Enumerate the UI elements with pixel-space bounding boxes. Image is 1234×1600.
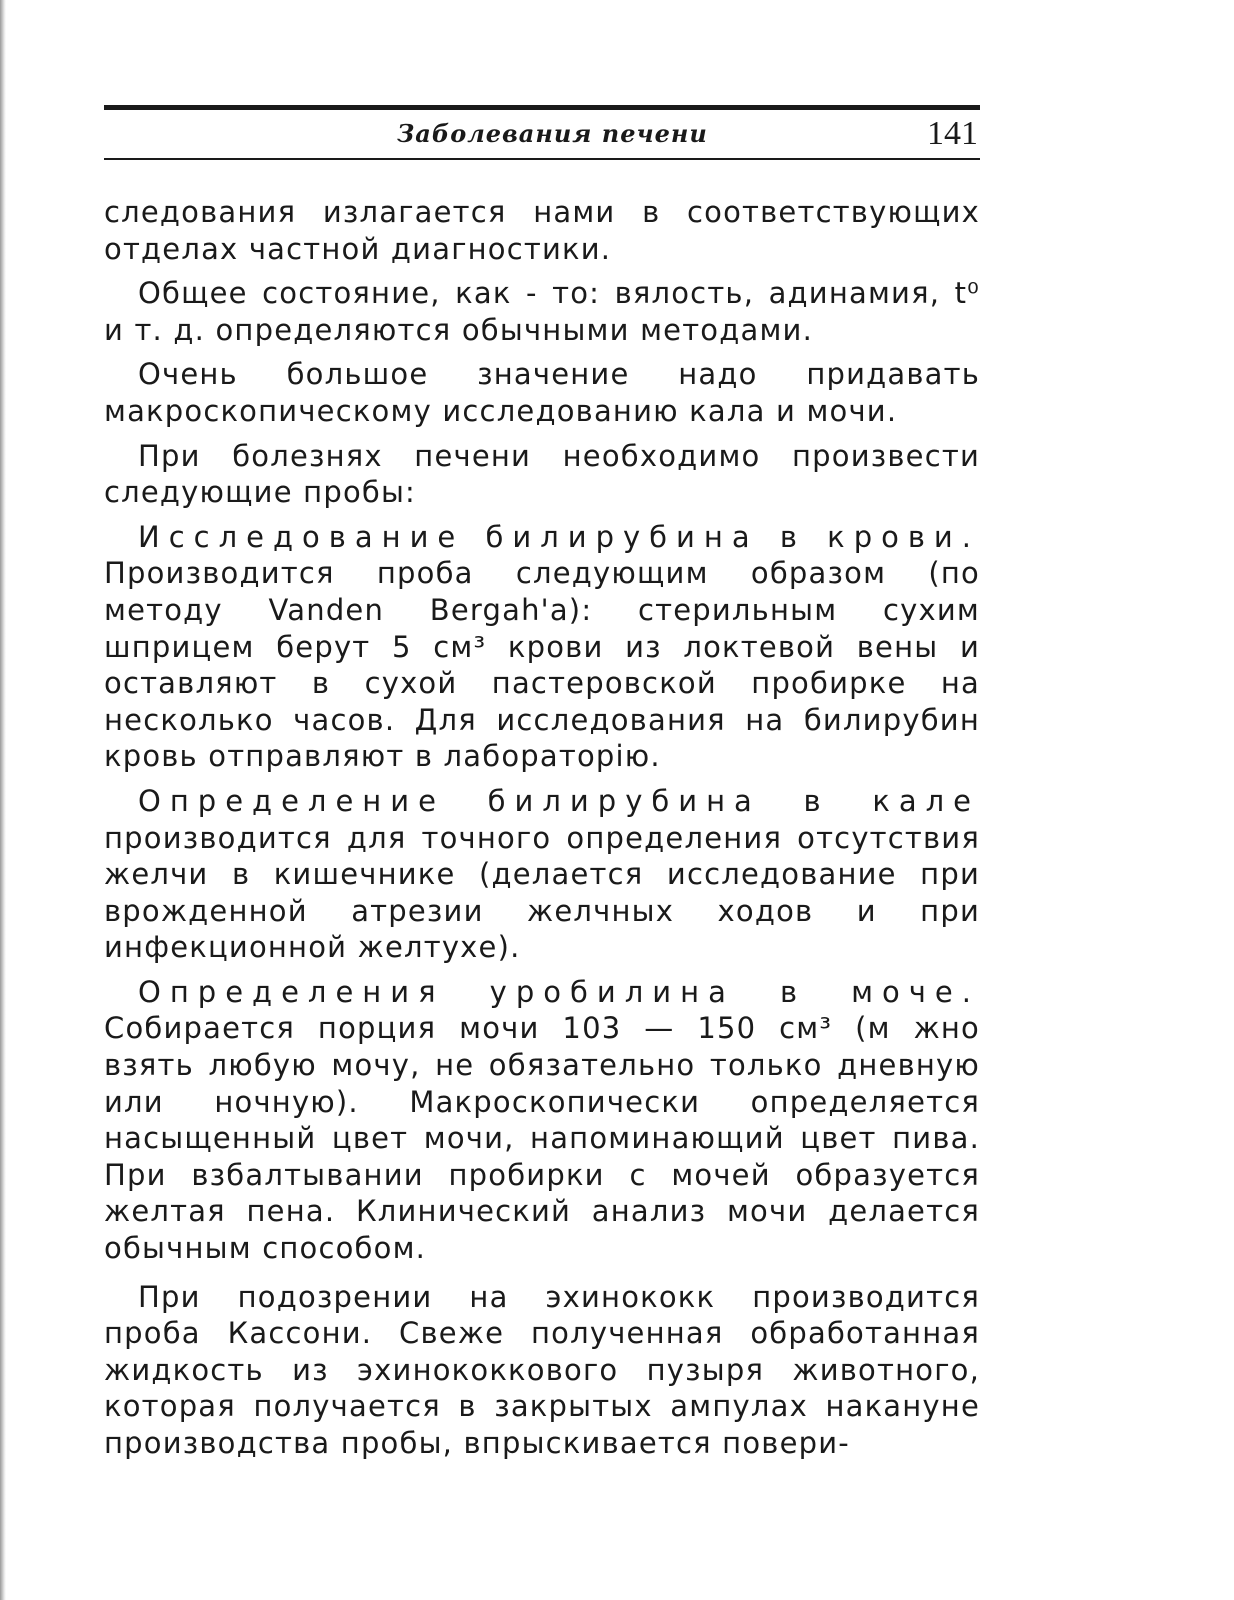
paragraph-continued: следования излагается нами в соответствующих отделах частной диагностики. [104,195,980,266]
paragraph-bilirubin-blood-text: Производится проба следующим образом (по методу Vanden Bergah'a): стерильным сухим шприцем берут 5 см³ крови из локтевой вены и оставляют в сухой пастеровской пробирке на несколько часов. Для исследования на билирубин кровь отправляют в лабораторію. [104,556,980,774]
section-heading-bilirubin-stool: Определение билирубина в кале [138,783,980,818]
paragraph-tests-intro: При болезнях печени необходимо произвести следующие пробы: [104,438,980,510]
paragraph-bilirubin-blood [104,519,980,775]
page-number: 141 [927,115,978,152]
header-rule-bottom [104,158,980,160]
paragraph-macroscopic: Очень большое значение надо придавать макроскопическому исследованию кала и мочи. [104,357,980,428]
section-heading-bilirubin-blood: Исследование билирубина в крови. [138,519,980,554]
paragraph-urobilin-urine [104,974,980,1267]
paragraph-urobilin-urine-text: Собирается порция мочи 103 — 150 см³ (м жно взять любую мочу, не обязательно только дневную или ночную). Макроскопически определяется насыщенный цвет мочи, напоминающий цвет пива. При взбалтывании пробирки с мочей образуется желтая пена. Клинический анализ мочи делается обычным способом. [104,1011,980,1266]
paragraph-casoni-test: При подозрении на эхинококк производится проба Кассони. Свеже полученная обработанная жидкость из эхинококкового пузыря животного, которая получается в закрытых ампулах накануне производства пробы, впрыскивается повери- [104,1279,980,1460]
body-text [104,194,980,1462]
section-heading-urobilin-urine: Определения уробилина в моче. [138,974,980,1009]
paragraph-bilirubin-stool [104,783,980,966]
paragraph-bilirubin-stool-text: производится для точного определения отсутствия желчи в кишечнике (делается исследование при врожденной атрезии желчных ходов и при инфекционной желтухе). [104,820,980,965]
running-title: Заболевания печени [397,119,708,148]
running-head [104,110,980,154]
book-page [104,105,980,1470]
paragraph-general-state: Общее состояние, как - то: вялость, адинамия, t⁰ и т. д. определяются обычными методами. [104,276,980,347]
binding-edge [0,0,6,1600]
